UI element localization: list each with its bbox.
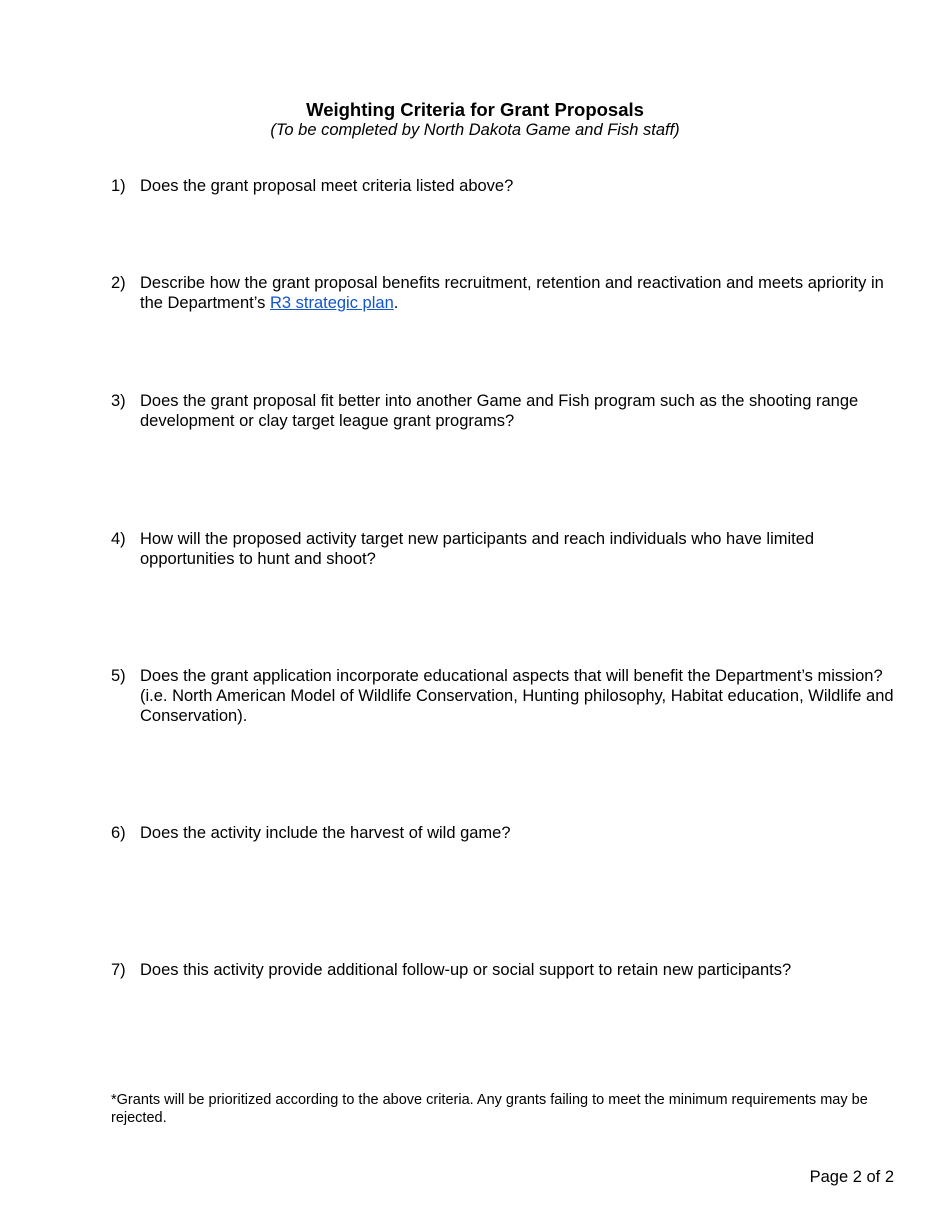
question-number: 5) <box>111 667 126 685</box>
question-1 <box>111 176 901 196</box>
question-text: Does the grant application incorporate educational aspects that will benefit the Department’s mission? (i.e. North American Model of Wildlife Conservation, Hunting philosophy, Habitat education, Wildlife and Conservation). <box>140 667 894 725</box>
question-number: 7) <box>111 961 126 979</box>
question-text-part: . <box>393 294 399 312</box>
question-number: 2) <box>111 274 126 292</box>
question-4 <box>111 529 901 569</box>
question-7 <box>111 960 901 980</box>
document-subtitle: (To be completed by North Dakota Game and Fish staff) <box>270 121 680 139</box>
question-number: 6) <box>111 824 126 842</box>
question-text: How will the proposed activity target new participants and reach individuals who have limited opportunities to hunt and shoot? <box>140 530 815 568</box>
document-title: Weighting Criteria for Grant Proposals <box>306 99 644 120</box>
question-number: 4) <box>111 530 126 548</box>
question-6 <box>111 823 901 843</box>
question-number: 3) <box>111 392 126 410</box>
r3-strategic-plan-link[interactable]: R3 strategic plan <box>269 294 394 312</box>
question-text: Does this activity provide additional follow-up or social support to retain new participants? <box>140 961 792 979</box>
question-5 <box>111 666 901 726</box>
page-number: Page 2 of 2 <box>809 1168 894 1186</box>
footnote: *Grants will be prioritized according to the above criteria. Any grants failing to meet the minimum requirements may be rejected. <box>111 1092 868 1126</box>
question-text: Does the grant proposal meet criteria listed above? <box>140 177 514 195</box>
question-number: 1) <box>111 177 126 195</box>
question-text <box>140 273 901 313</box>
question-3 <box>111 391 901 431</box>
question-2 <box>111 273 901 313</box>
question-text: Does the activity include the harvest of wild game? <box>140 824 511 842</box>
question-text: Does the grant proposal fit better into another Game and Fish program such as the shooting range development or clay target league grant programs? <box>140 392 859 430</box>
question-text-part: Describe how the grant proposal benefits recruitment, retention and reactivation and meets apriority in the Department’s <box>140 274 884 312</box>
